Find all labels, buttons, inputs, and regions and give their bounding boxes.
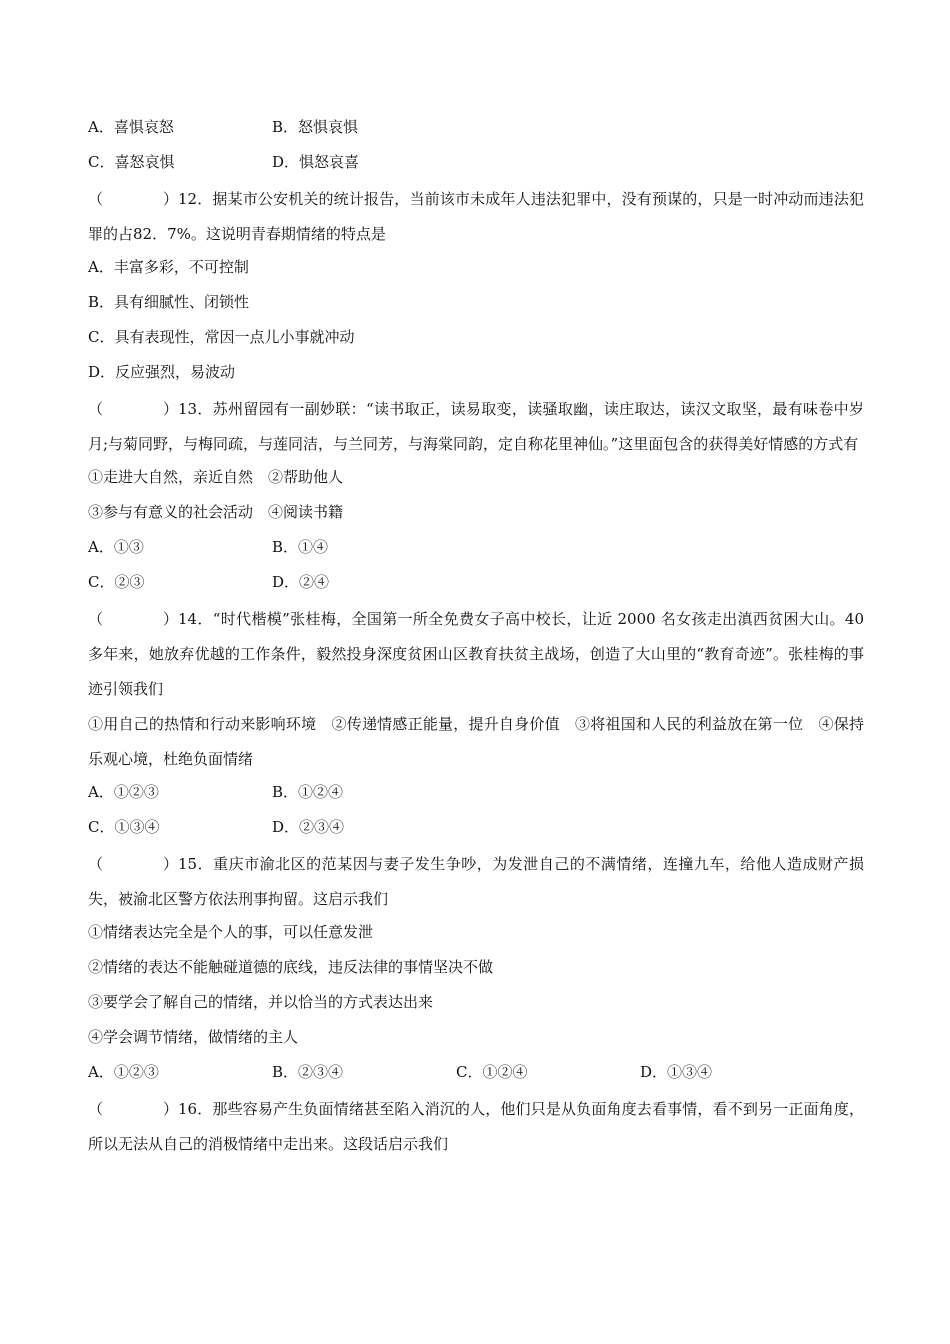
q14-option-d: D．②③④ xyxy=(272,818,345,836)
q14-statements: ①用自己的热情和行动来影响环境 ②传递情感正能量，提升自身价值 ③将祖国和人民的利益放在第一位 ④保持乐观心境，杜绝负面情绪 xyxy=(88,715,864,768)
q11-options-row-1 xyxy=(88,112,864,147)
q13-statement-1: ①走进大自然，亲近自然 ②帮助他人 xyxy=(88,468,344,486)
q14-option-a: A．①②③ xyxy=(88,783,159,801)
q12-option-c: C．具有表现性，常因一点儿小事就冲动 xyxy=(88,328,355,346)
question-text: 14．“时代楷模”张桂梅，全国第一所全免费女子高中校长，让近 2000 名女孩走出滇西贫困大山。40 多年来，她放弃优越的工作条件，毅然投身深度贫困山区教育扶贫主战场，创造了大山里的“教育奇迹”。张桂梅的事迹引领我们 xyxy=(88,610,864,698)
q13-option-a: A．①③ xyxy=(88,538,144,556)
question-12-stem xyxy=(88,182,864,252)
q13-option-c: C．②③ xyxy=(88,573,145,591)
q13-statement-2: ③参与有意义的社会活动 ④阅读书籍 xyxy=(88,503,344,521)
question-13-stem xyxy=(88,392,864,462)
q15-option-a: A．①②③ xyxy=(88,1063,159,1081)
q13-option-d: D．②④ xyxy=(272,573,330,591)
q14-options-row-1 xyxy=(88,777,864,812)
q15-option-c: C．①②④ xyxy=(456,1063,528,1081)
q13-option-b: B．①④ xyxy=(272,538,329,556)
answer-bracket: （ ） xyxy=(88,855,179,873)
answer-bracket: （ ） xyxy=(88,190,179,208)
q11-option-b: B．怒惧哀惧 xyxy=(272,118,359,136)
q11-option-d: D．惧怒哀喜 xyxy=(272,153,360,171)
q14-option-c: C．①③④ xyxy=(88,818,160,836)
q11-options-row-2 xyxy=(88,147,864,182)
q15-statement-4: ④学会调节情绪，做情绪的主人 xyxy=(88,1028,299,1046)
q13-options-row-2 xyxy=(88,567,864,602)
q15-statement-3: ③要学会了解自己的情绪，并以恰当的方式表达出来 xyxy=(88,993,434,1011)
q14-options-row-2 xyxy=(88,812,864,847)
question-content xyxy=(88,112,864,1162)
answer-bracket: （ ） xyxy=(88,610,179,628)
q15-option-d: D．①③④ xyxy=(640,1063,713,1081)
q15-statement-1: ①情绪表达完全是个人的事，可以任意发泄 xyxy=(88,923,374,941)
question-text: 16．那些容易产生负面情绪甚至陷入消沉的人，他们只是从负面角度去看事情，看不到另一正面角度，所以无法从自己的消极情绪中走出来。这段话启示我们 xyxy=(88,1100,864,1153)
question-14-stem xyxy=(88,602,864,707)
q11-option-a: A．喜惧哀怒 xyxy=(88,118,174,136)
q15-options-row xyxy=(88,1057,864,1092)
question-15-stem xyxy=(88,847,864,917)
question-text: 15．重庆市渝北区的范某因与妻子发生争吵，为发泄自己的不满情绪，连撞九车，给他人造成财产损失，被渝北区警方依法刑事拘留。这启示我们 xyxy=(88,855,864,908)
q14-option-b: B．①②④ xyxy=(272,783,344,801)
q11-option-c: C．喜怒哀惧 xyxy=(88,153,175,171)
question-text: 12．据某市公安机关的统计报告，当前该市未成年人违法犯罪中，没有预谋的，只是一时冲动而违法犯罪的占82．7%。这说明青春期情绪的特点是 xyxy=(88,190,864,243)
q12-option-d: D．反应强烈，易波动 xyxy=(88,363,236,381)
q15-option-b: B．②③④ xyxy=(272,1063,344,1081)
q15-statement-2: ②情绪的表达不能触碰道德的底线，违反法律的事情坚决不做 xyxy=(88,958,494,976)
q12-option-b: B．具有细腻性、闭锁性 xyxy=(88,293,250,311)
answer-bracket: （ ） xyxy=(88,400,179,418)
question-16-stem xyxy=(88,1092,864,1162)
q13-options-row-1 xyxy=(88,532,864,567)
answer-bracket: （ ） xyxy=(88,1100,179,1118)
question-text: 13．苏州留园有一副妙联：“读书取正，读易取变，读骚取幽，读庄取达，读汉文取坚，最有味卷中岁月;与菊同野，与梅同疏，与莲同洁，与兰同芳，与海棠同韵，定自称花里神仙。”这里面包含的获得美好情感的方式有 xyxy=(88,400,864,453)
q12-option-a: A．丰富多彩，不可控制 xyxy=(88,258,249,276)
